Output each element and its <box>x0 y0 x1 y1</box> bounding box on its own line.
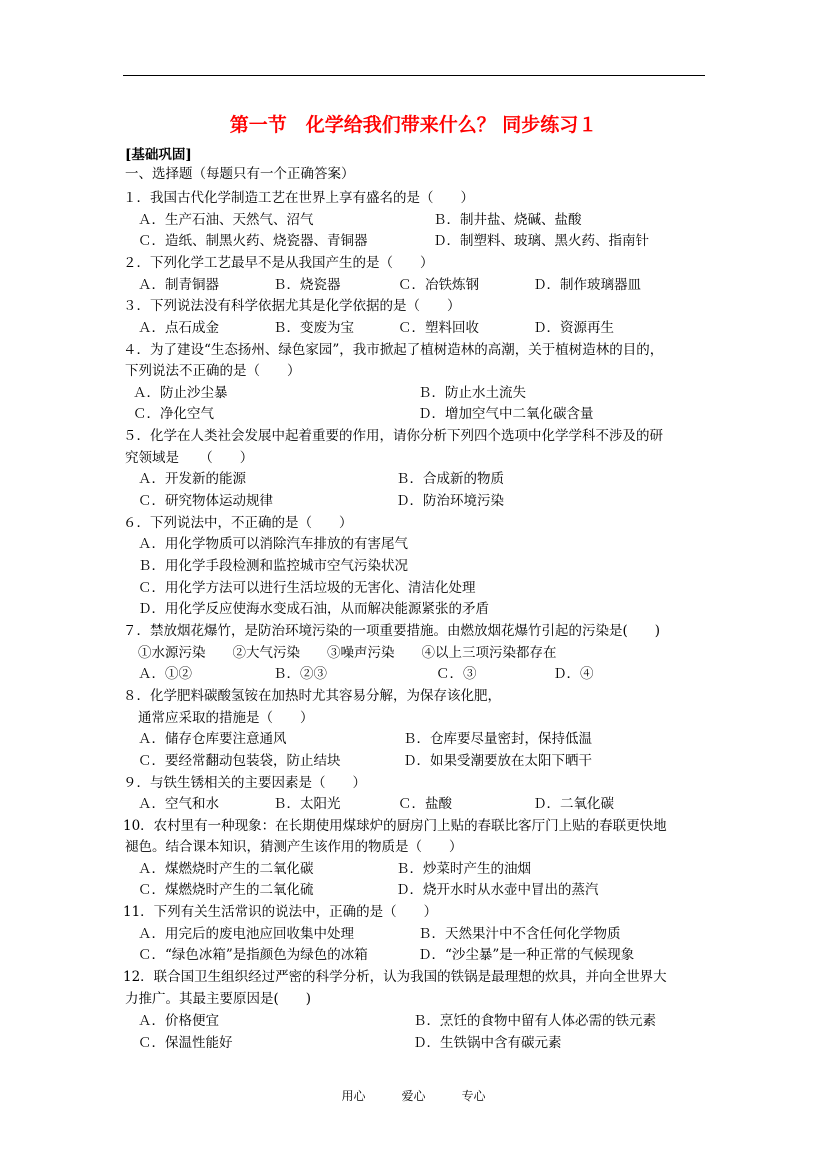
question-stem: ４．为了建设“生态扬州、绿色家园”，我市掀起了植树造林的高潮，关于植树造林的目的， <box>123 342 664 358</box>
question-stem: ８．化学肥料碳酸氢铵在加热时尤其容易分解，为保存该化肥， <box>123 688 501 704</box>
question-stem: ３．下列说法没有科学依据尤其是化学依据的是（ ） <box>123 298 461 314</box>
question-stem: 12．联合国卫生组织经过严密的科学分析，认为我国的铁锅是最理想的炊具，并向全世界大 <box>123 969 667 985</box>
question-stem: ６．下列说法中，不正确的是（ ） <box>123 515 353 531</box>
option: Ｄ．二氧化碳 <box>533 796 614 812</box>
question-stem: 究领域是 （ ） <box>125 450 254 466</box>
question-stem: 褪色。结合课本知识，猜测产生该作用的物质是（ ） <box>125 839 463 855</box>
option: Ｃ．塑料回收 <box>398 320 479 336</box>
option: Ａ．用完后的废电池应回收集中处理 <box>138 926 354 942</box>
option: Ｂ．仓库要尽量密封，保持低温 <box>403 731 592 747</box>
option: Ａ．点石成金 <box>138 320 219 336</box>
option: Ｂ．变废为宝 <box>273 320 354 336</box>
option: Ｃ．要经常翻动包装袋，防止结块 <box>138 753 341 769</box>
option: Ｃ．保温性能好 <box>138 1035 233 1051</box>
option: Ａ．价格便宜 <box>138 1013 219 1029</box>
option: Ｄ．防治环境污染 <box>396 493 504 509</box>
question-stem: 10．农村里有一种现象：在长期使用煤球炉的厨房门上贴的春联比客厅门上贴的春联更快地 <box>123 818 667 834</box>
page-footer: 用心 爱心 专心 <box>341 1089 486 1103</box>
option: Ｂ．②③ <box>273 666 327 682</box>
option: Ｃ．造纸、制黑火药、烧瓷器、青铜器 <box>138 233 368 249</box>
option: Ｂ．制井盐、烧碱、盐酸 <box>433 212 582 228</box>
question-stem: ２．下列化学工艺最早不是从我国产生的是（ ） <box>123 255 434 271</box>
question-stem: 通常应采取的措施是（ ） <box>138 710 314 726</box>
option: Ｃ．冶铁炼钢 <box>398 277 479 293</box>
option: Ｄ．如果受潮要放在太阳下晒干 <box>403 753 592 769</box>
option: Ａ．用化学物质可以消除汽车排放的有害尾气 <box>138 536 408 552</box>
question-stem: 力推广。其最主要原因是( ) <box>125 991 312 1007</box>
option: Ｃ．“绿色冰箱”是指颜色为绿色的冰箱 <box>138 947 368 963</box>
option: Ａ．储存仓库要注意通风 <box>138 731 287 747</box>
option: Ｃ．研究物体运动规律 <box>138 493 273 509</box>
option: Ａ．①② <box>138 666 192 682</box>
option: Ｄ．制塑料、玻璃、黑火药、指南针 <box>433 233 649 249</box>
instructions: 一、选择题（每题只有一个正确答案） <box>125 166 355 182</box>
option: Ｃ．③ <box>436 666 477 682</box>
option: Ｃ．盐酸 <box>398 796 452 812</box>
option: Ｂ．合成新的物质 <box>396 471 504 487</box>
question-stem: 下列说法不正确的是（ ） <box>125 363 301 379</box>
option: Ｃ．用化学方法可以进行生活垃圾的无害化、清洁化处理 <box>138 580 476 596</box>
question-stem: １．我国古代化学制造工艺在世界上享有盛名的是（ ） <box>123 190 474 206</box>
option: Ｃ．净化空气 <box>133 406 214 422</box>
option: Ｄ．用化学反应使海水变成石油，从而解决能源紧张的矛盾 <box>138 601 489 617</box>
header-rule <box>123 75 705 76</box>
page-title: 第一节 化学给我们带来什么？ 同步练习１ <box>229 114 598 136</box>
option: Ｂ．用化学手段检测和监控城市空气污染状况 <box>138 558 408 574</box>
question-stem: ９．与铁生锈相关的主要因素是（ ） <box>123 775 366 791</box>
option: Ｄ．烧开水时从水壶中冒出的蒸汽 <box>396 882 599 898</box>
option: Ｄ．增加空气中二氧化碳含量 <box>418 406 594 422</box>
section-label: [基础巩固] <box>125 147 192 163</box>
option: Ｂ．天然果汁中不含任何化学物质 <box>418 926 621 942</box>
option: Ｂ．烹饪的食物中留有人体必需的铁元素 <box>413 1013 656 1029</box>
option: Ｄ．制作玻璃器皿 <box>533 277 641 293</box>
option: Ｄ．资源再生 <box>533 320 614 336</box>
option: Ｂ．烧瓷器 <box>273 277 341 293</box>
option: Ａ．防止沙尘暴 <box>133 385 228 401</box>
option: Ａ．制青铜器 <box>138 277 219 293</box>
option: Ａ．煤燃烧时产生的二氧化碳 <box>138 861 314 877</box>
option: Ｂ．炒菜时产生的油烟 <box>396 861 531 877</box>
question-stem: ５．化学在人类社会发展中起着重要的作用，请你分析下列四个选项中化学学科不涉及的研 <box>123 428 663 444</box>
option: Ｄ．“沙尘暴”是一种正常的气候现象 <box>418 947 635 963</box>
option: Ａ．空气和水 <box>138 796 219 812</box>
option: Ａ．开发新的能源 <box>138 471 246 487</box>
option: Ｃ．煤燃烧时产生的二氧化硫 <box>138 882 314 898</box>
option: Ｄ．生铁锅中含有碳元素 <box>413 1035 562 1051</box>
question-stem: ７．禁放烟花爆竹，是防治环境污染的一项重要措施。由燃放烟花爆竹引起的污染是( ) <box>123 623 661 639</box>
option: Ｄ．④ <box>553 666 594 682</box>
question-stem: 11．下列有关生活常识的说法中，正确的是（ ） <box>123 904 438 920</box>
option: Ａ．生产石油、天然气、沼气 <box>138 212 314 228</box>
option: Ｂ．太阳光 <box>273 796 341 812</box>
option: Ｂ．防止水土流失 <box>418 385 526 401</box>
question-stem: ①水源污染 ②大气污染 ③噪声污染 ④以上三项污染都存在 <box>138 645 557 661</box>
